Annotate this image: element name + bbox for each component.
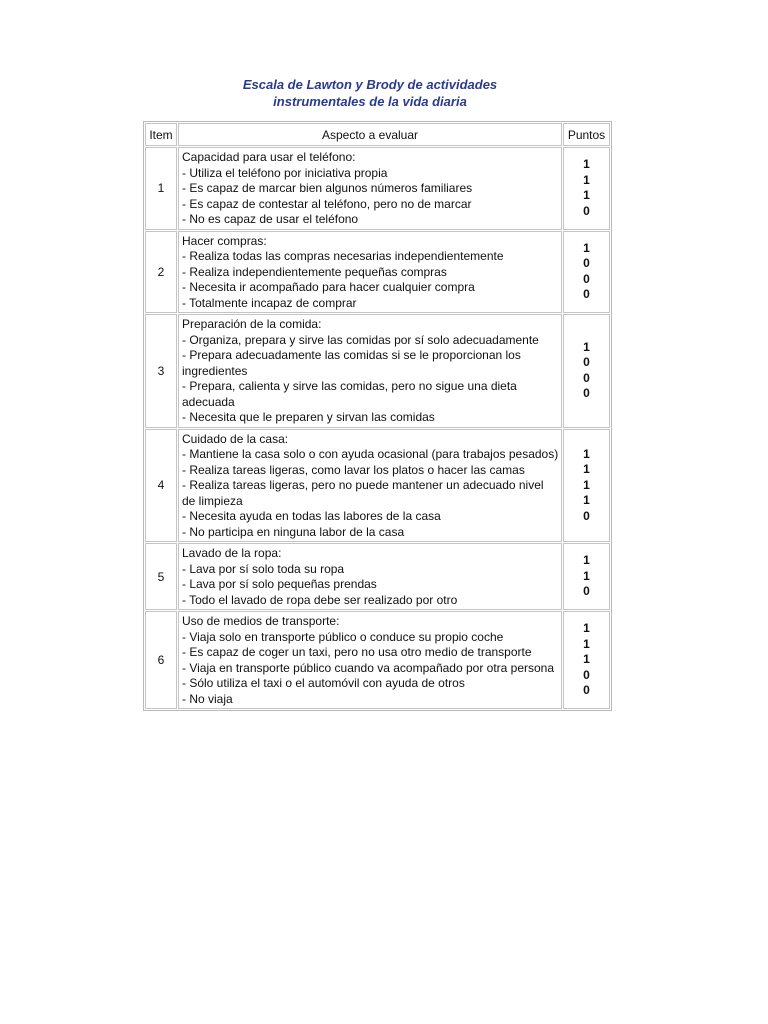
points-cell bbox=[563, 429, 610, 543]
point-value: 0 bbox=[583, 584, 590, 599]
point-value: 1 bbox=[583, 188, 590, 203]
aspect-cell bbox=[178, 611, 562, 709]
item-number: 6 bbox=[145, 611, 177, 709]
aspect-option: - Es capaz de coger un taxi, pero no usa otro medio de transporte bbox=[182, 645, 532, 659]
aspect-option: - Utiliza el teléfono por iniciativa propia bbox=[182, 165, 388, 180]
aspect-option: - Realiza tareas ligeras, pero no puede mantener un adecuado nivel de limpieza bbox=[182, 478, 544, 508]
aspect-option: - Organiza, prepara y sirve las comidas por sí solo adecuadamente bbox=[182, 332, 539, 347]
aspect-option: - Prepara adecuadamente las comidas si se le proporcionan los ingredientes bbox=[182, 348, 521, 378]
item-number: 3 bbox=[145, 314, 177, 428]
point-value: 0 bbox=[583, 370, 590, 385]
aspect-option: - Necesita que le preparen y sirvan las comidas bbox=[182, 410, 435, 424]
aspect-cell bbox=[178, 147, 562, 230]
table-body bbox=[145, 147, 610, 709]
aspect-option: - Lava por sí solo pequeñas prendas bbox=[182, 577, 377, 591]
aspect-heading: Capacidad para usar el teléfono: bbox=[182, 150, 356, 164]
point-value: 1 bbox=[583, 240, 590, 255]
aspect-option: - Realiza todas las compras necesarias independientemente bbox=[182, 249, 504, 263]
point-value: 0 bbox=[583, 256, 590, 271]
aspect-heading: Uso de medios de transporte: bbox=[182, 614, 340, 628]
table-row bbox=[145, 147, 610, 230]
header-item: Item bbox=[145, 123, 177, 146]
point-value: 0 bbox=[583, 508, 590, 523]
point-value: 0 bbox=[583, 386, 590, 401]
aspect-heading: Preparación de la comida: bbox=[182, 317, 322, 331]
aspect-cell bbox=[178, 543, 562, 610]
aspect-option: - Viaja en transporte público cuando va acompañado por otra persona bbox=[182, 660, 555, 675]
table-row bbox=[145, 543, 610, 610]
item-number: 1 bbox=[145, 147, 177, 230]
aspect-option: - Todo el lavado de ropa debe ser realizado por otro bbox=[182, 592, 458, 607]
table-header-row bbox=[145, 123, 610, 146]
point-value: 1 bbox=[583, 172, 590, 187]
aspect-option: - Mantiene la casa solo o con ayuda ocasional (para trabajos pesados) bbox=[182, 447, 559, 461]
point-value: 0 bbox=[583, 355, 590, 370]
point-value: 0 bbox=[583, 203, 590, 218]
point-value: 1 bbox=[583, 462, 590, 476]
point-value: 1 bbox=[583, 553, 590, 568]
aspect-option: - No es capaz de usar el teléfono bbox=[182, 212, 359, 226]
aspect-option: - Realiza tareas ligeras, como lavar los platos o hacer las camas bbox=[182, 462, 525, 477]
aspect-cell bbox=[178, 314, 562, 428]
header-points: Puntos bbox=[563, 123, 610, 146]
aspect-option: - No participa en ninguna labor de la casa bbox=[182, 524, 405, 539]
aspect-option: - Es capaz de contestar al teléfono, pero no de marcar bbox=[182, 196, 472, 211]
point-value: 1 bbox=[583, 157, 590, 172]
aspect-cell bbox=[178, 429, 562, 543]
item-number: 4 bbox=[145, 429, 177, 543]
aspect-cell bbox=[178, 231, 562, 314]
aspect-option: - Realiza independientemente pequeñas compras bbox=[182, 264, 447, 279]
points-cell bbox=[563, 147, 610, 230]
aspect-option: - Totalmente incapaz de comprar bbox=[182, 295, 357, 310]
aspect-option: - Lava por sí solo toda su ropa bbox=[182, 561, 345, 576]
point-value: 1 bbox=[583, 339, 590, 354]
point-value: 1 bbox=[583, 446, 590, 461]
aspect-heading: Cuidado de la casa: bbox=[182, 431, 289, 446]
aspect-option: - Necesita ayuda en todas las labores de la casa bbox=[182, 509, 441, 523]
aspect-option: - Viaja solo en transporte público o conduce su propio coche bbox=[182, 629, 504, 644]
point-value: 0 bbox=[583, 287, 590, 302]
points-cell bbox=[563, 314, 610, 428]
point-value: 1 bbox=[583, 652, 590, 667]
point-value: 0 bbox=[583, 683, 590, 698]
title-line-1: Escala de Lawton y Brody de actividades bbox=[242, 77, 498, 92]
table-row bbox=[145, 429, 610, 543]
aspect-heading: Lavado de la ropa: bbox=[182, 546, 282, 560]
aspect-option: - Necesita ir acompañado para hacer cualquier compra bbox=[182, 280, 475, 294]
table-row bbox=[145, 231, 610, 314]
point-value: 0 bbox=[583, 667, 590, 682]
aspect-heading: Hacer compras: bbox=[182, 233, 267, 248]
aspect-option: - Prepara, calienta y sirve las comidas, pero no sigue una dieta adecuada bbox=[182, 379, 517, 409]
header-aspect: Aspecto a evaluar bbox=[178, 123, 562, 146]
lawton-brody-table bbox=[143, 121, 612, 711]
points-cell bbox=[563, 611, 610, 709]
aspect-option: - Sólo utiliza el taxi o el automóvil con ayuda de otros bbox=[182, 676, 465, 690]
aspect-option: - Es capaz de marcar bien algunos números familiares bbox=[182, 181, 473, 195]
item-number: 5 bbox=[145, 543, 177, 610]
aspect-option: - No viaja bbox=[182, 691, 233, 706]
table-row bbox=[145, 611, 610, 709]
title-line-2: instrumentales de la vida diaria bbox=[273, 94, 467, 109]
item-number: 2 bbox=[145, 231, 177, 314]
document-title bbox=[180, 76, 560, 110]
point-value: 0 bbox=[583, 271, 590, 286]
point-value: 1 bbox=[583, 477, 590, 492]
points-cell bbox=[563, 543, 610, 610]
points-cell bbox=[563, 231, 610, 314]
point-value: 1 bbox=[583, 493, 590, 507]
point-value: 1 bbox=[583, 621, 590, 636]
point-value: 1 bbox=[583, 636, 590, 651]
point-value: 1 bbox=[583, 568, 590, 583]
table-row bbox=[145, 314, 610, 428]
